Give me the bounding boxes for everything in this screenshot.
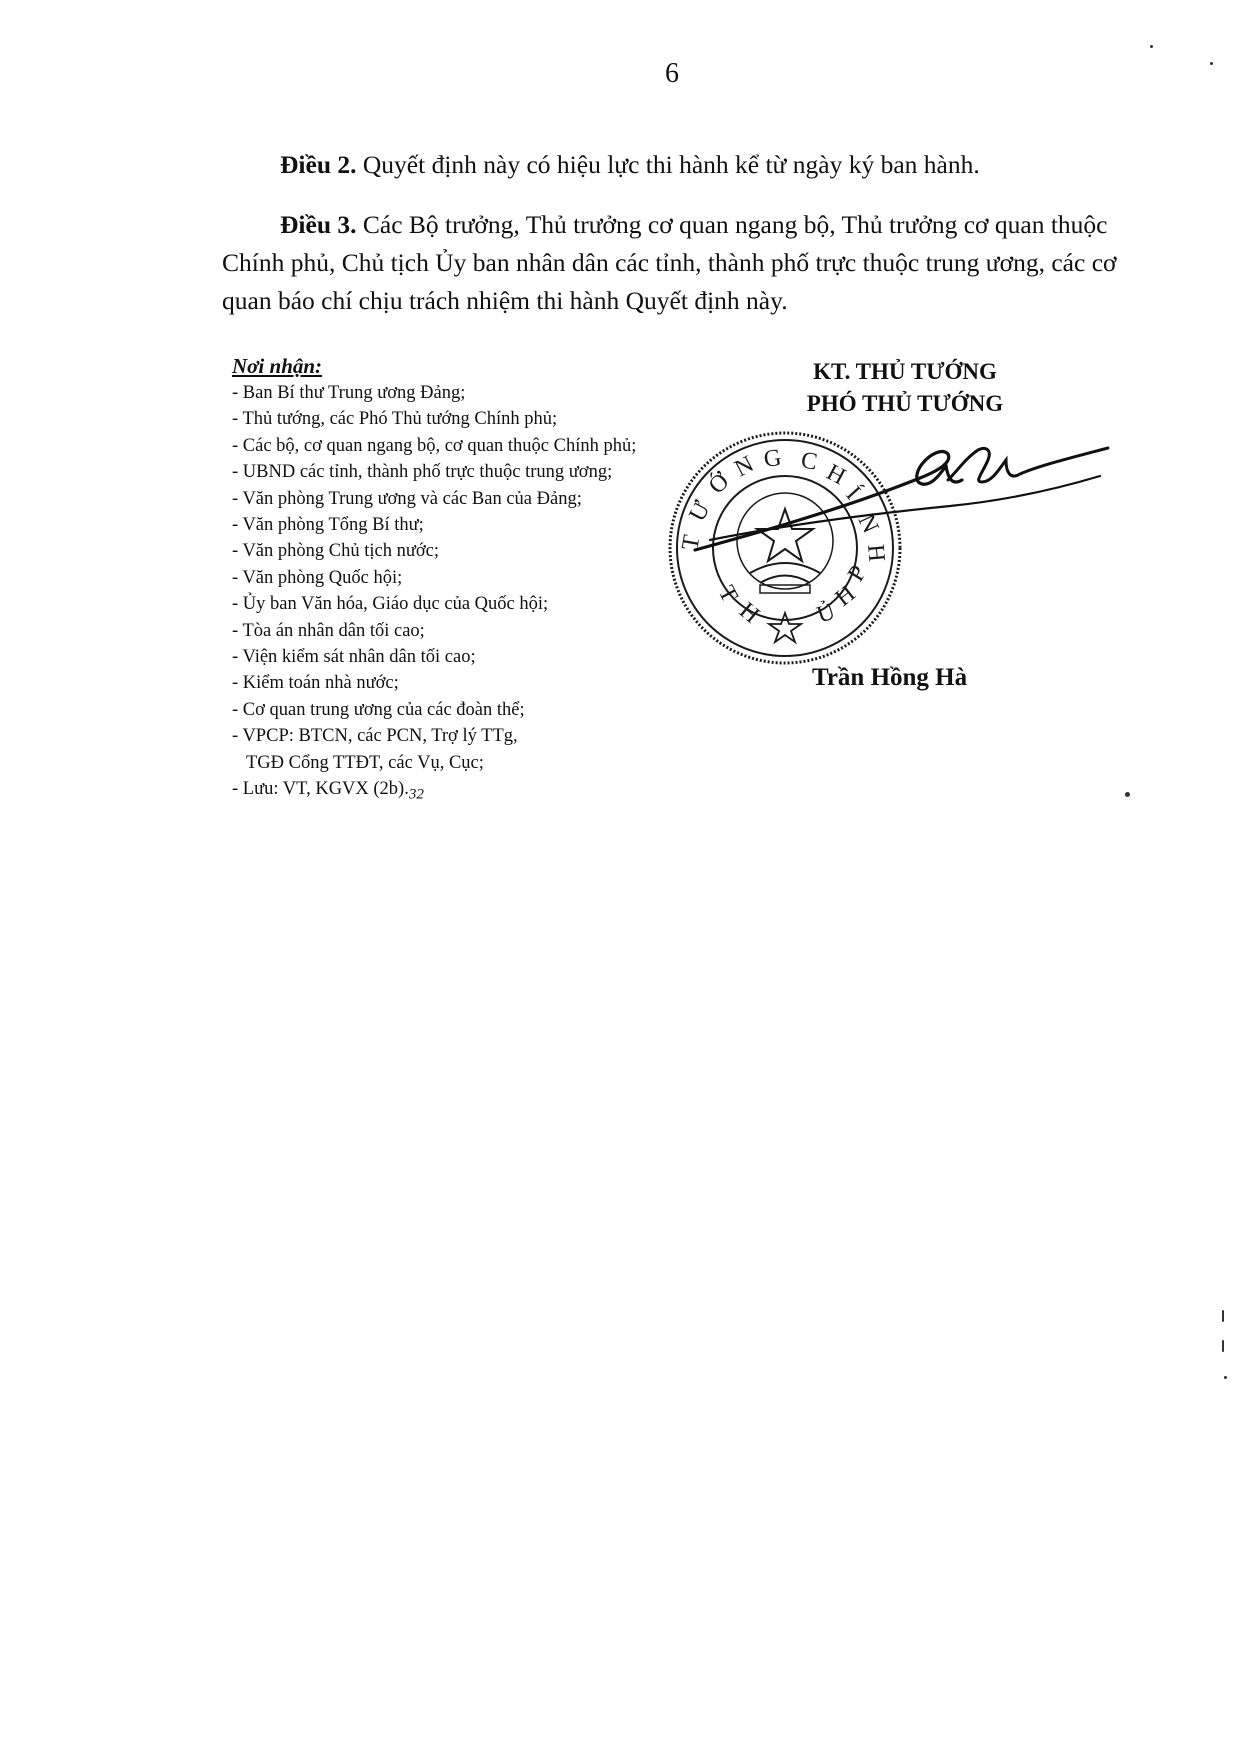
recipients-block xyxy=(232,354,662,808)
svg-text:H: H xyxy=(830,580,861,612)
recipient-item: - Ban Bí thư Trung ương Đảng; xyxy=(232,383,466,403)
scan-speck xyxy=(1125,792,1130,797)
signature-title-line1: KT. THỦ TƯỚNG xyxy=(813,359,997,384)
filing-note: 32 xyxy=(408,786,424,803)
scan-speck xyxy=(1150,45,1153,48)
recipient-item: TGĐ Cổng TTĐT, các Vụ, Cục; xyxy=(246,752,484,773)
svg-text:T: T xyxy=(677,533,706,553)
scan-speck xyxy=(1224,1376,1227,1379)
handwritten-signature-icon xyxy=(690,440,1110,560)
svg-text:H: H xyxy=(862,543,890,563)
recipient-item: - Văn phòng Quốc hội; xyxy=(232,567,403,588)
recipient-item: - Các bộ, cơ quan ngang bộ, cơ quan thuộc Chính phủ; xyxy=(232,435,637,456)
recipient-item: - Văn phòng Trung ương và các Ban của Đảng; xyxy=(232,488,582,509)
svg-text:N: N xyxy=(852,510,884,538)
svg-text:Í: Í xyxy=(840,481,866,505)
recipient-item: - Tòa án nhân dân tối cao; xyxy=(232,620,425,641)
signer-name: Trần Hồng Hà xyxy=(812,664,968,691)
recipient-item: - Văn phòng Tổng Bí thư; xyxy=(232,515,424,536)
svg-text:Ớ: Ớ xyxy=(703,468,735,500)
svg-text:P: P xyxy=(843,561,873,587)
svg-text:H: H xyxy=(734,597,765,629)
page-number: 6 xyxy=(665,58,679,89)
article-3-text: Các Bộ trưởng, Thủ trưởng cơ quan ngang bộ, Thủ trưởng cơ quan thuộc Chính phủ, Chủ tịch Ủy ban nhân dân các tỉnh, thành phố trực thuộc trung ương, các cơ quan báo chí chịu trách nhiệm thi hành Quyết định này. xyxy=(222,210,1117,315)
recipients-list xyxy=(232,380,662,808)
svg-text:Ư: Ư xyxy=(684,497,717,526)
article-2 xyxy=(222,146,1152,184)
recipient-item: - Viện kiểm sát nhân dân tối cao; xyxy=(232,647,476,668)
recipient-item: - Văn phòng Chủ tịch nước; xyxy=(232,541,440,562)
recipients-heading: Nơi nhận: xyxy=(232,354,323,378)
scan-speck xyxy=(1222,1310,1224,1322)
scan-speck xyxy=(1222,1340,1224,1352)
signature-block xyxy=(775,356,1035,420)
recipient-item: - Kiểm toán nhà nước; xyxy=(232,673,399,694)
svg-text:Ủ: Ủ xyxy=(813,598,839,629)
recipient-item: - Lưu: VT, KGVX $(2b)._{32}$ xyxy=(232,779,424,803)
article-3 xyxy=(222,206,1152,320)
svg-text:G: G xyxy=(762,444,784,473)
signature-title-line2: PHÓ THỦ TƯỚNG xyxy=(806,391,1004,416)
svg-text:T: T xyxy=(712,581,743,607)
article-2-label: Điều 2. xyxy=(280,150,357,179)
recipient-item: - Cơ quan trung ương của các đoàn thể; xyxy=(232,699,525,720)
svg-text:H: H xyxy=(822,459,850,491)
recipient-item: - VPCP: BTCN, các PCN, Trợ lý TTg, xyxy=(232,726,518,747)
recipient-item: - UBND các tỉnh, thành phố trực thuộc trung ương; xyxy=(232,462,613,483)
svg-text:C: C xyxy=(798,447,820,476)
recipient-item: - Thủ tướng, các Phó Thủ tướng Chính phủ; xyxy=(232,409,558,430)
recipient-item: - Ủy ban Văn hóa, Giáo dục của Quốc hội; xyxy=(232,594,549,615)
scan-speck xyxy=(1210,62,1213,65)
svg-text:N: N xyxy=(730,451,759,483)
article-2-text: Quyết định này có hiệu lực thi hành kể từ ngày ký ban hành. xyxy=(356,150,980,179)
article-3-label: Điều 3. xyxy=(280,210,357,239)
